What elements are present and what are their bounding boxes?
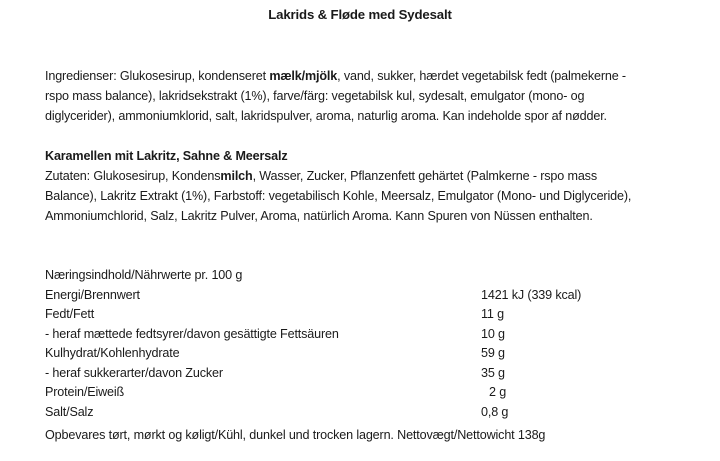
nutrient-label: Protein/Eiweiß: [45, 385, 125, 399]
nutrient-label: Kulhydrat/Kohlenhydrate: [45, 346, 180, 360]
ingredients-line: rspo mass balance), lakridsekstrakt (1%), farve/färg: vegetabilsk kul, sydesalt, emulgator (mono- og: [45, 89, 585, 103]
nutrition-row: [45, 344, 665, 364]
nutrient-label: Energi/Brennwert: [45, 287, 140, 302]
nutrition-row: [45, 403, 665, 423]
text-segment: , Wasser, Zucker, Pflanzenfett gehärtet (Palmkerne - rspo mass: [252, 169, 597, 183]
nutrition-table: [45, 266, 665, 422]
product-title: Lakrids & Fløde med Sydesalt: [268, 7, 452, 22]
nutrition-header-label: Næringsindhold/Nährwerte pr. 100 g: [45, 268, 243, 282]
nutrient-value: 1421 kJ (339 kcal): [481, 287, 582, 302]
nutrition-row: [45, 325, 665, 345]
text-segment: Ingredienser: Glukosesirup, kondenseret: [45, 69, 270, 83]
allergen-highlight: milch: [220, 169, 253, 183]
ingredients-line: [45, 66, 710, 86]
nutrient-label: Fedt/Fett: [45, 307, 95, 321]
ingredients-german: [45, 146, 710, 226]
ingredients-line: diglycerider), ammoniumklorid, salt, lakridspulver, aroma, naturlig aroma. Kan indeholde spor af nødder.: [45, 109, 607, 123]
nutrition-row: [45, 305, 665, 325]
nutrition-row: [45, 286, 665, 306]
ingredients-line: Ammoniumchlorid, Salz, Lakritz Pulver, Aroma, natürlich Aroma. Kann Spuren von Nüssen enthalten.: [45, 209, 593, 223]
nutrient-label: - heraf sukkerarter/davon Zucker: [45, 365, 223, 380]
german-heading: Karamellen mit Lakritz, Sahne & Meersalz: [45, 149, 288, 163]
text-segment: , vand, sukker, hærdet vegetabilsk fedt (palmekerne -: [337, 69, 626, 83]
nutrient-value: 2 g: [489, 385, 507, 399]
text-segment: Zutaten: Glukosesirup, Kondens: [45, 169, 221, 183]
nutrient-label: Salt/Salz: [45, 404, 94, 419]
nutrient-label: - heraf mættede fedtsyrer/davon gesättigte Fettsäuren: [45, 326, 339, 341]
nutrient-value: 11 g: [481, 307, 504, 321]
allergen-highlight: mælk/mjölk: [269, 69, 338, 83]
ingredients-danish: [45, 66, 710, 126]
nutrient-value: 0,8 g: [481, 404, 509, 419]
nutrition-row: [45, 364, 665, 384]
storage-instructions: Opbevares tørt, mørkt og køligt/Kühl, dunkel und trocken lagern. Nettovægt/Nettowicht 138g: [45, 428, 546, 442]
nutrient-value: 35 g: [481, 365, 505, 380]
nutrition-header: [45, 266, 665, 286]
nutrient-value: 59 g: [481, 346, 505, 360]
nutrition-row: [45, 383, 665, 403]
ingredients-line: Balance), Lakritz Extrakt (1%), Farbstoff: vegetabilisch Kohle, Meersalz, Emulgator (Mono- und Diglyceride),: [45, 189, 632, 203]
ingredients-line: [45, 166, 710, 186]
nutrient-value: 10 g: [481, 326, 505, 341]
